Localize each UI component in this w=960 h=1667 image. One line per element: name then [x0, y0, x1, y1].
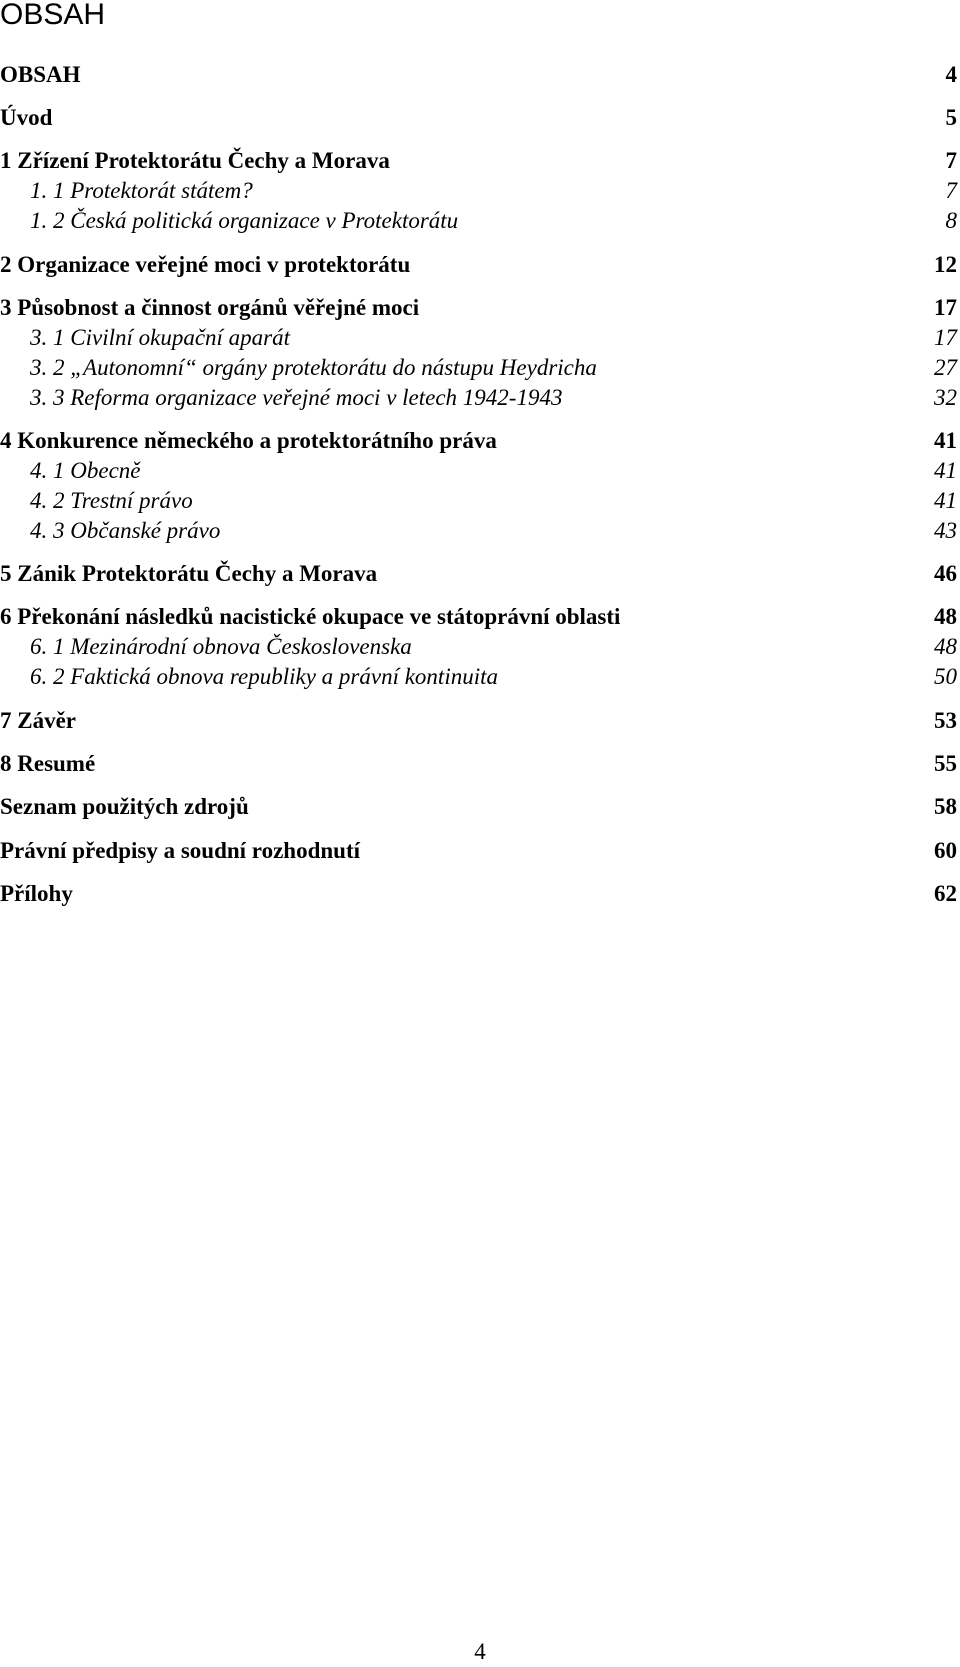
- toc-entry-page: 48: [934, 604, 957, 629]
- toc-entry-page: 8: [945, 208, 957, 233]
- toc-entry-page: 7: [945, 148, 957, 173]
- toc-entry-page: 46: [934, 561, 957, 586]
- toc-entry[interactable]: [0, 561, 957, 587]
- toc-entry-page: 50: [934, 664, 957, 689]
- toc-entry-title: Seznam použitých zdrojů: [0, 794, 249, 819]
- toc-entry-title: 3. 1 Civilní okupační aparát: [30, 325, 291, 350]
- toc-entry[interactable]: [0, 838, 957, 864]
- toc-entry-title: 5 Zánik Protektorátu Čechy a Morava: [0, 561, 378, 586]
- toc-entry-title: 2 Organizace veřejné moci v protektorátu: [0, 252, 411, 277]
- toc-entry-page: 5: [945, 105, 957, 130]
- toc-entry-page: 62: [934, 881, 957, 906]
- toc-entry-page: 41: [934, 458, 957, 483]
- toc-entry-title: 6. 1 Mezinárodní obnova Československa: [30, 634, 412, 659]
- toc-entry-title: 4 Konkurence německého a protektorátního práva: [0, 428, 497, 453]
- toc-entry-page: 55: [934, 751, 957, 776]
- toc-entry[interactable]: [0, 62, 957, 88]
- toc-entry-page: 17: [934, 295, 957, 320]
- toc-entry-page: 43: [934, 518, 957, 543]
- toc-entry-title: 4. 2 Trestní právo: [30, 488, 193, 513]
- toc-entry-title: 3. 2 „Autonomní“ orgány protektorátu do nástupu Heydricha: [30, 355, 597, 380]
- toc-entry-title: Právní předpisy a soudní rozhodnutí: [0, 838, 361, 863]
- toc-entry[interactable]: [0, 178, 957, 204]
- toc-entry[interactable]: [0, 105, 957, 131]
- toc-entry[interactable]: [0, 751, 957, 777]
- toc-entry[interactable]: [0, 794, 957, 820]
- toc-entry[interactable]: [0, 708, 957, 734]
- toc-entry-title: Přílohy: [0, 881, 73, 906]
- toc-entry[interactable]: [0, 881, 957, 907]
- toc-entry-page: 41: [934, 488, 957, 513]
- toc-entry[interactable]: [0, 208, 957, 234]
- toc-entry[interactable]: [0, 664, 957, 690]
- toc-entry[interactable]: [0, 355, 957, 381]
- page-number: 4: [474, 1639, 486, 1664]
- toc-entry-page: 7: [945, 178, 957, 203]
- toc-entry-page: 53: [934, 708, 957, 733]
- toc-entry-title: 4. 1 Obecně: [30, 458, 141, 483]
- toc-entry-title: 1. 1 Protektorát státem?: [30, 178, 253, 203]
- toc-entry[interactable]: [0, 634, 957, 660]
- toc-entry[interactable]: [0, 604, 957, 630]
- toc-entry[interactable]: [0, 518, 957, 544]
- toc-entry-title: 1. 2 Česká politická organizace v Protektorátu: [30, 208, 459, 233]
- toc-entry-title: 7 Závěr: [0, 708, 77, 733]
- toc-entry-title: 3. 3 Reforma organizace veřejné moci v letech 1942-1943: [30, 385, 563, 410]
- toc-entry[interactable]: [0, 295, 957, 321]
- toc-entry[interactable]: [0, 488, 957, 514]
- toc-entry-page: 41: [934, 428, 957, 453]
- toc-entry-page: 17: [934, 325, 957, 350]
- toc-entry-title: Úvod: [0, 105, 53, 130]
- toc-entry[interactable]: [0, 458, 957, 484]
- toc-entry-page: 58: [934, 794, 957, 819]
- toc-entry-title: 6 Překonání následků nacistické okupace ve státoprávní oblasti: [0, 604, 621, 629]
- toc-entry-title: 8 Resumé: [0, 751, 96, 776]
- toc-entry-title: 3 Působnost a činnost orgánů věřejné moci: [0, 295, 420, 320]
- toc-entry-page: 4: [945, 62, 957, 87]
- toc-entry[interactable]: [0, 428, 957, 454]
- toc-entry-page: 12: [934, 252, 957, 277]
- toc-entry-page: 60: [934, 838, 957, 863]
- toc-entry-title: 6. 2 Faktická obnova republiky a právní kontinuita: [30, 664, 498, 689]
- toc-entry[interactable]: [0, 325, 957, 351]
- toc-entry-page: 27: [934, 355, 957, 380]
- toc-entry-title: OBSAH: [0, 62, 81, 87]
- toc-entry[interactable]: [0, 148, 957, 174]
- toc-entry[interactable]: [0, 252, 957, 278]
- toc-entry-title: 1 Zřízení Protektorátu Čechy a Morava: [0, 148, 390, 173]
- toc-entry-page: 32: [934, 385, 957, 410]
- page-heading: OBSAH: [0, 0, 106, 31]
- toc-entry-page: 48: [934, 634, 957, 659]
- toc-entry-title: 4. 3 Občanské právo: [30, 518, 221, 543]
- toc-entry[interactable]: [0, 385, 957, 411]
